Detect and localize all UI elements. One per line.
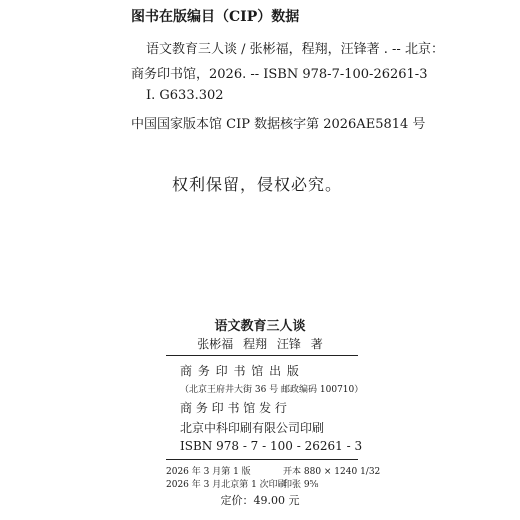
rights-statement: 权利保留，侵权必究。	[172, 175, 343, 194]
cip-line-2: 商务印书馆，2026. -- ISBN 978-7-100-26261-3	[131, 67, 428, 82]
cip-title: 图书在版编目（CIP）数据	[131, 9, 300, 25]
cip-line-4: 中国国家版本馆 CIP 数据核字第 2026AE5814 号	[131, 117, 426, 132]
printer-line: 北京中科印刷有限公司印刷	[180, 421, 325, 435]
sheets-line: 印张 9⅝	[283, 480, 319, 490]
format-line: 开本 880 × 1240 1/32	[283, 467, 381, 477]
isbn-line: ISBN 978 - 7 - 100 - 26261 - 3	[180, 439, 363, 453]
divider-bottom	[166, 459, 358, 460]
edition-line: 2026 年 3 月第 1 版	[166, 467, 251, 477]
divider-top	[166, 355, 358, 356]
cip-line-3: Ⅰ. G633.302	[146, 88, 224, 103]
price-line: 定价：49.00 元	[220, 494, 300, 507]
printing-line: 2026 年 3 月北京第 1 次印刷	[166, 480, 287, 490]
book-title: 语文教育三人谈	[214, 319, 306, 334]
authors: 张彬福 程翔 汪锋 著	[197, 337, 323, 351]
publisher-line: 商 务 印 书 馆 出 版	[180, 364, 299, 378]
cip-line-1: 语文教育三人谈 / 张彬福，程翔，汪锋著 . -- 北京：	[146, 42, 444, 57]
publisher-address: （北京王府井大街 36 号 邮政编码 100710）	[180, 385, 364, 395]
distributor-line: 商 务 印 书 馆 发 行	[180, 401, 287, 415]
